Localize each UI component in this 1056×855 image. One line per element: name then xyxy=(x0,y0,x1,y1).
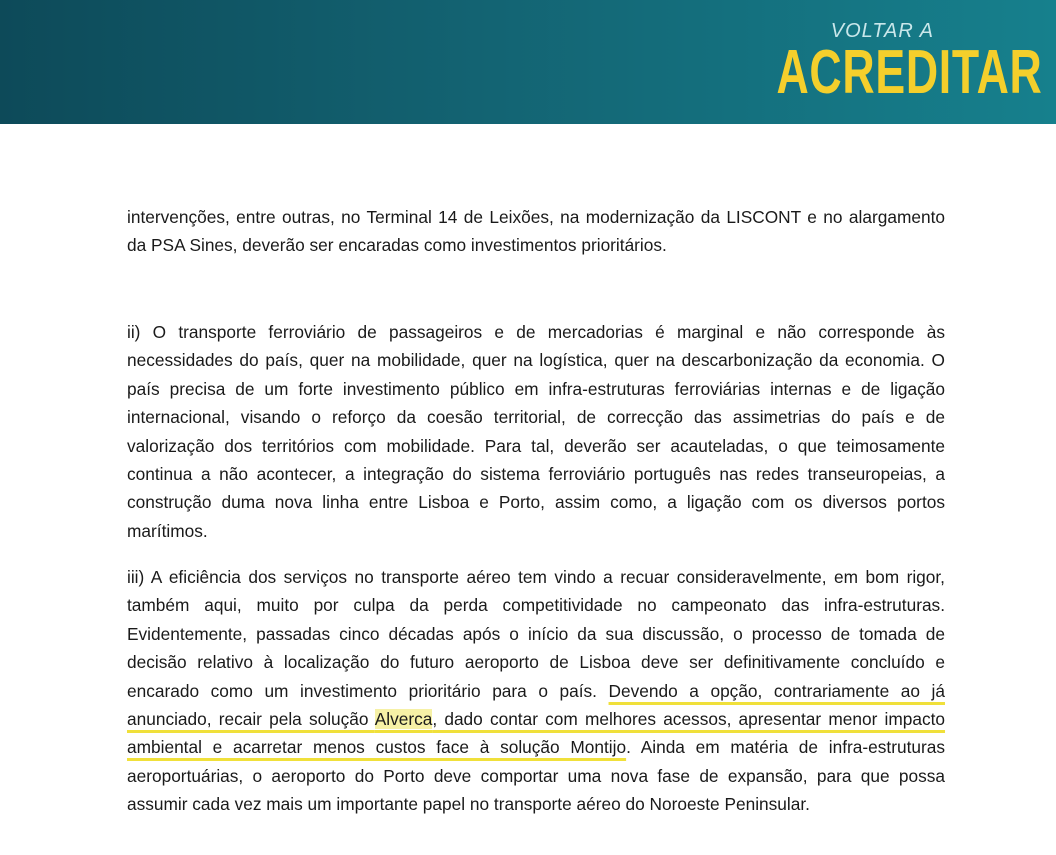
logo-tagline: VOLTAR A xyxy=(830,20,934,42)
paragraph-air xyxy=(127,563,945,819)
paragraph-air-text: iii) A eficiência dos serviços no transporte aéreo tem vindo a recuar consideravelmente, em bom rigor, também aqui, muito por culpa da perda competitividade no campeonato das infra-estruturas. Evidentemente, passadas cinco décadas após o início da sua discussão, o processo de tomada de decisão relativo à localização do futuro aeroporto de Lisboa deve ser definitivamente concluído e encarado como um investimento prioritário para o país. xyxy=(127,567,945,701)
paragraph-rail: ii) O transporte ferroviário de passageiros e de mercadorias é marginal e não corresponde às necessidades do país, quer na mobilidade, quer na logística, quer na descarbonização da economia. O país precisa de um forte investimento público em infra-estruturas ferroviárias internas e de ligação internacional, visando o reforço da coesão territorial, de correcção das assimetrias do país e de valorização dos territórios com mobilidade. Para tal, deverão ser acauteladas, o que teimosamente continua a não acontecer, a integração do sistema ferroviário português nas redes transeuropeias, a construção duma nova linha entre Lisboa e Porto, assim como, a ligação com os diversos portos marítimos. xyxy=(127,322,945,541)
paragraph-air-text-end: . Ainda em matéria de infra-estruturas aeroportuárias, o aeroporto do Porto deve comportar uma nova fase de expansão, para que possa assumir cada vez mais um importante papel no transporte aéreo do Noroeste Peninsular. xyxy=(127,737,945,815)
logo-title: ACREDITAR xyxy=(775,38,1042,107)
underlined-text: Devendo a opção, contrariamente ao já anunciado, recair pela solução xyxy=(127,680,945,730)
paragraph-ports: intervenções, entre outras, no Terminal 14 de Leixões, na modernização da LISCONT e no alargamento da PSA Sines, deverão ser encaradas como investimentos prioritários. xyxy=(127,207,945,256)
underlined-text-continued: , dado contar com melhores acessos, apresentar menor impacto ambiental e acarretar menos custos face à solução Montijo xyxy=(127,709,946,758)
highlighted-text: Alverca xyxy=(374,709,433,730)
header-banner xyxy=(0,0,1056,124)
